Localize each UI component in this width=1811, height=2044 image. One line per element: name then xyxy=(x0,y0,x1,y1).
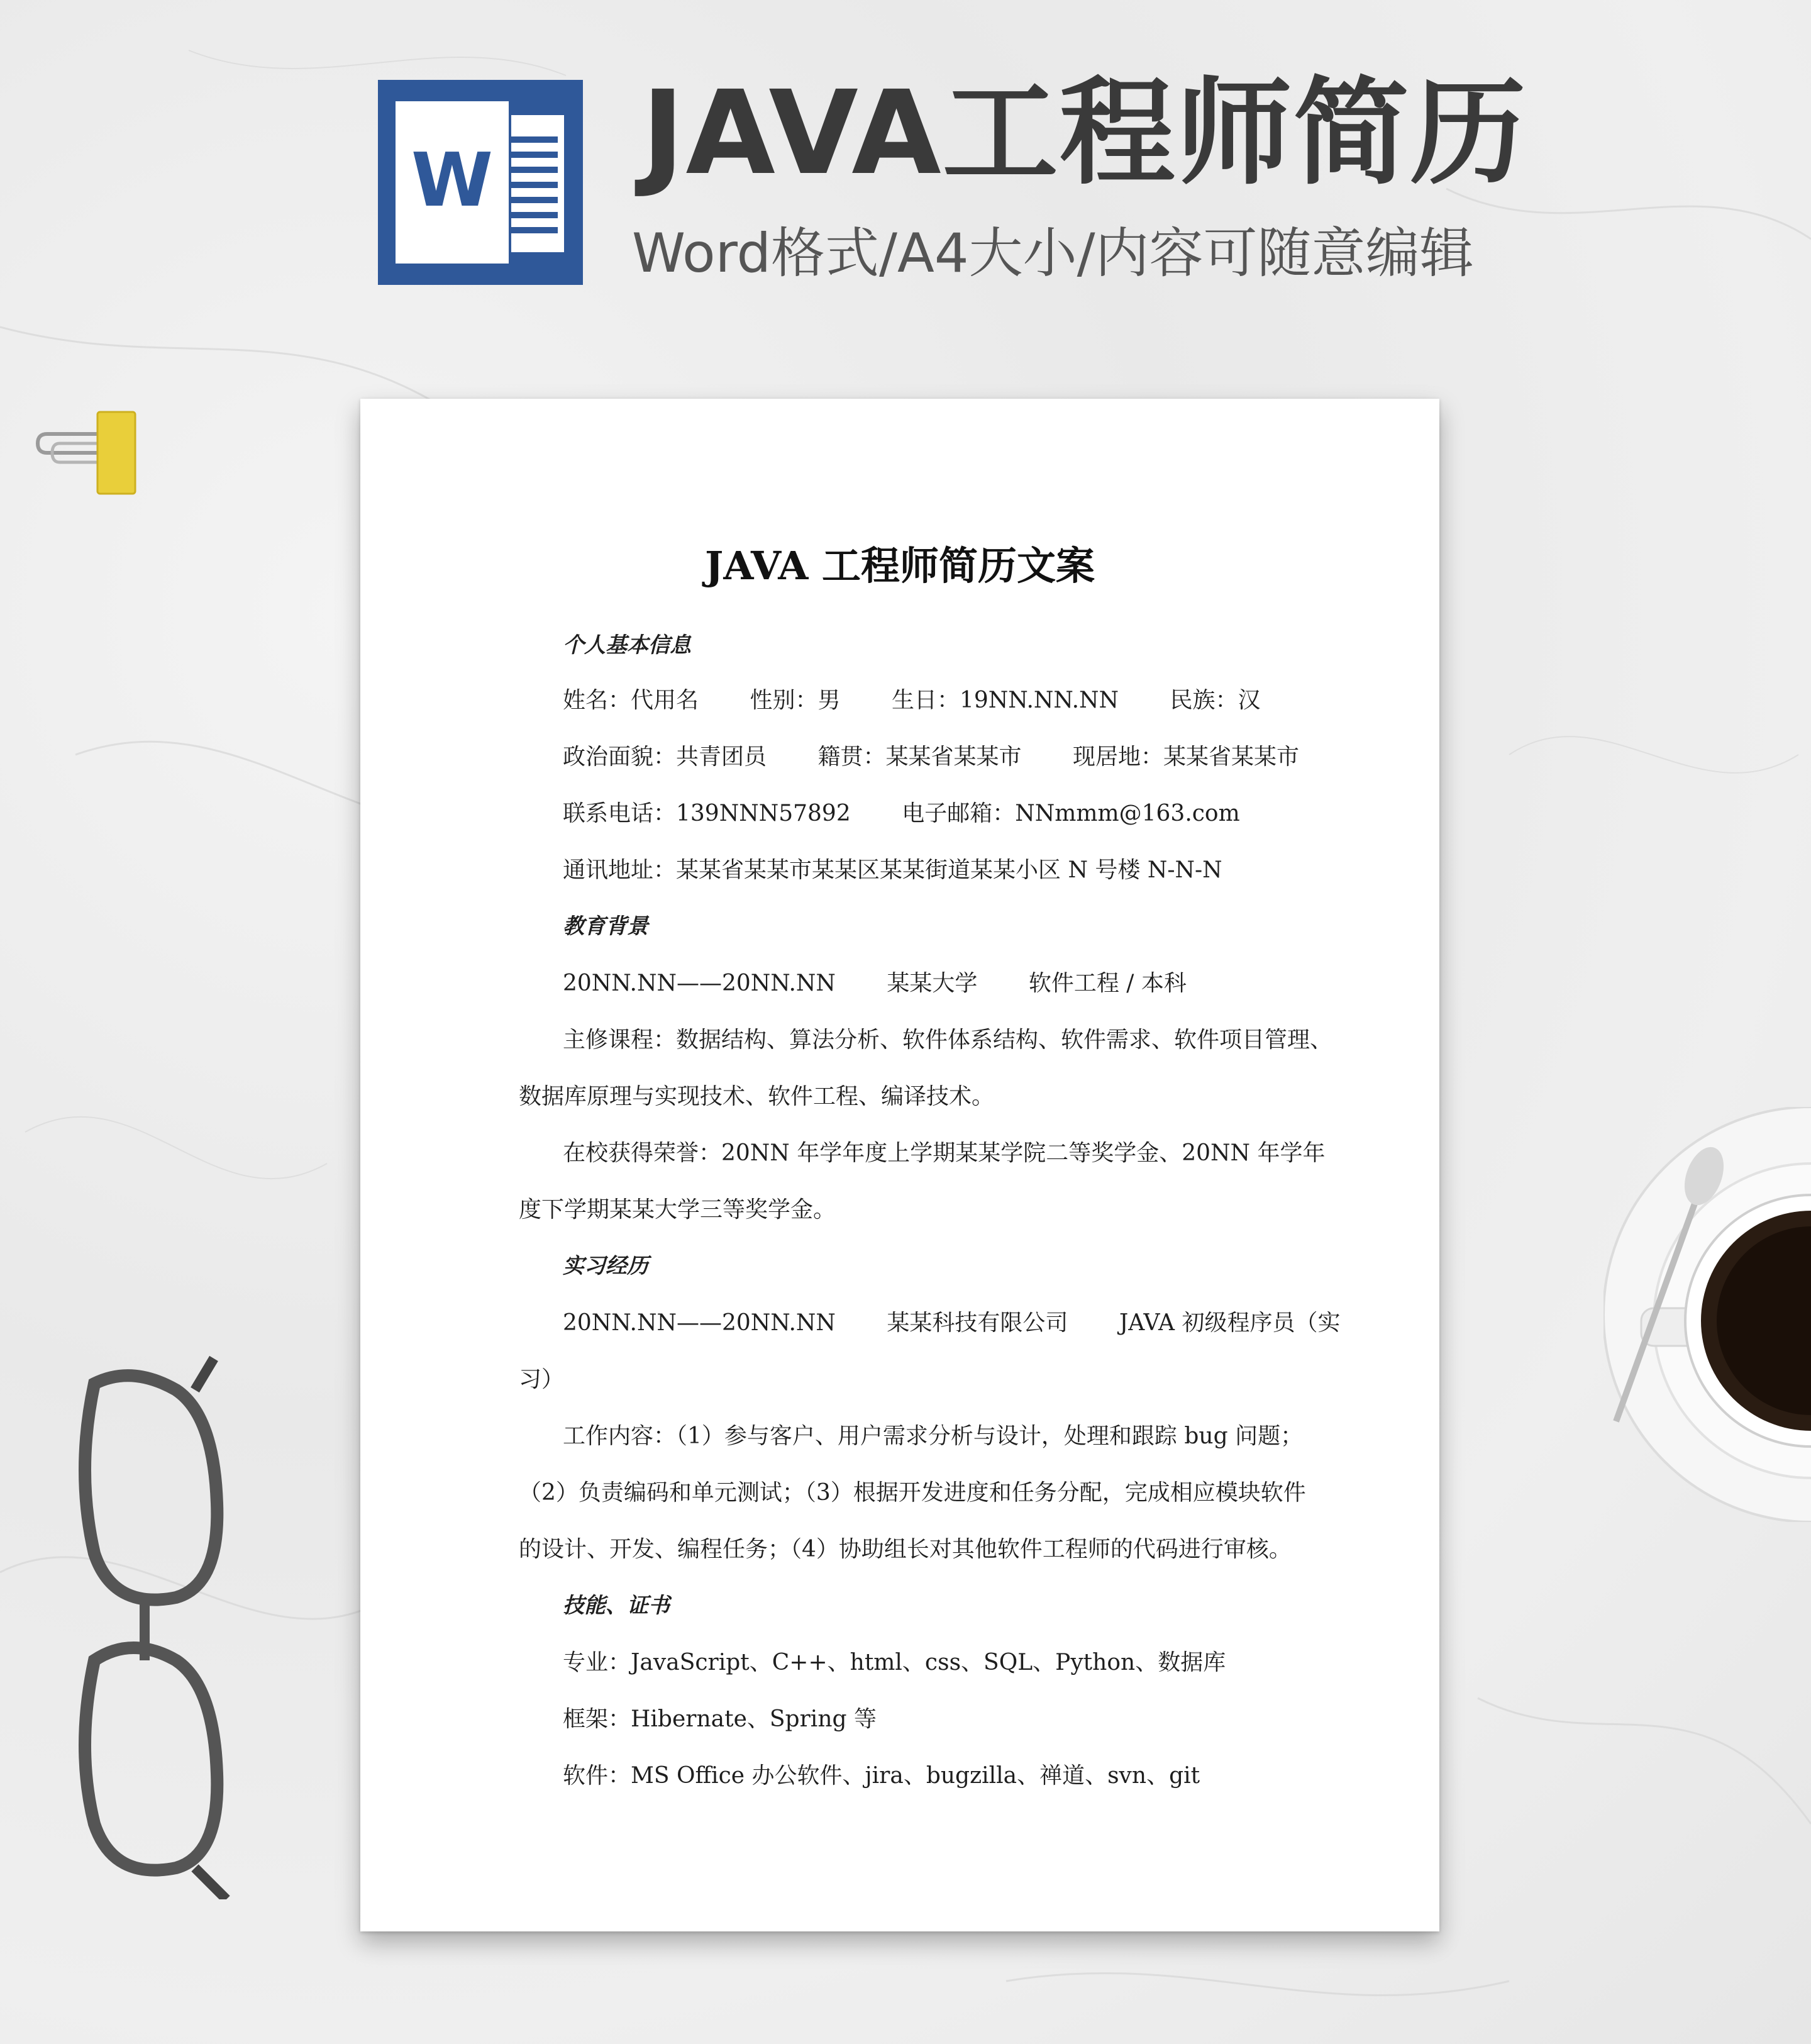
ethnicity-field: 民族：汉 xyxy=(1170,687,1261,713)
basic-info-line-3 xyxy=(563,803,1240,825)
eyeglasses-icon xyxy=(69,1346,239,1899)
internship-dates: 20NN.NN——20NN.NN xyxy=(563,1310,836,1336)
word-icon-letter: W xyxy=(411,136,494,223)
binder-clip-icon xyxy=(35,409,148,497)
honors-line-1: 在校获得荣誉：20NN 年学年度上学期某某学院二等奖学金、20NN 年学年 xyxy=(563,1140,1326,1166)
skills-major: 专业：JavaScript、C++、html、css、SQL、Python、数据库 xyxy=(563,1650,1226,1675)
honors-line-2: 度下学期某某大学三等奖学金。 xyxy=(519,1197,836,1223)
hometown-field: 籍贯：某某省某某市 xyxy=(817,744,1022,770)
section-heading-education: 教育背景 xyxy=(563,914,648,939)
education-school: 某某大学 xyxy=(887,970,978,996)
page-title: JAVA工程师简历 xyxy=(641,66,1527,201)
basic-info-line-1 xyxy=(563,689,1261,712)
document-title: JAVA 工程师简历文案 xyxy=(705,543,1095,589)
email-field: 电子邮箱：NNmmm@163.com xyxy=(902,801,1240,826)
internship-line-1 xyxy=(563,1312,1340,1335)
political-field: 政治面貌：共青团员 xyxy=(563,744,767,770)
name-field: 姓名：代用名 xyxy=(563,687,699,713)
residence-field: 现居地：某某省某某市 xyxy=(1072,744,1299,770)
page-subtitle: Word格式/A4大小/内容可随意编辑 xyxy=(632,222,1474,285)
birthday-field: 生日：19NN.NN.NN xyxy=(891,687,1119,713)
internship-role-continued: 习） xyxy=(519,1367,565,1392)
section-heading-skills: 技能、证书 xyxy=(563,1593,670,1618)
resume-document xyxy=(360,399,1439,1931)
address-field: 通讯地址：某某省某某市某某区某某街道某某小区 N 号楼 N-N-N xyxy=(563,857,1222,883)
skills-framework: 框架：Hibernate、Spring 等 xyxy=(563,1706,877,1732)
education-dates: 20NN.NN——20NN.NN xyxy=(563,970,836,996)
courses-line-1: 主修课程：数据结构、算法分析、软件体系结构、软件需求、软件项目管理、 xyxy=(563,1027,1333,1053)
word-app-icon xyxy=(378,80,583,285)
work-line-3: 的设计、开发、编程任务；（4）协助组长对其他软件工程师的代码进行审核。 xyxy=(519,1536,1292,1562)
phone-field: 联系电话：139NNN57892 xyxy=(563,801,851,826)
gender-field: 性别：男 xyxy=(750,687,841,713)
internship-company: 某某科技有限公司 xyxy=(887,1310,1068,1336)
work-line-2: （2）负责编码和单元测试；（3）根据开发进度和任务分配，完成相应模块软件 xyxy=(519,1480,1306,1506)
courses-line-2: 数据库原理与实现技术、软件工程、编译技术。 xyxy=(519,1084,995,1109)
section-heading-internship: 实习经历 xyxy=(563,1253,648,1279)
section-heading-basic: 个人基本信息 xyxy=(563,633,691,658)
education-line-1 xyxy=(563,972,1187,995)
coffee-cup-icon xyxy=(1603,1107,1811,1522)
basic-info-line-2 xyxy=(563,746,1299,769)
skills-software: 软件：MS Office 办公软件、jira、bugzilla、禅道、svn、git xyxy=(563,1763,1200,1789)
work-line-1: 工作内容：（1）参与客户、用户需求分析与设计，处理和跟踪 bug 问题； xyxy=(563,1423,1304,1449)
internship-role: JAVA 初级程序员（实 xyxy=(1119,1310,1341,1336)
education-major: 软件工程 / 本科 xyxy=(1028,970,1187,996)
word-icon-lines xyxy=(504,136,558,242)
